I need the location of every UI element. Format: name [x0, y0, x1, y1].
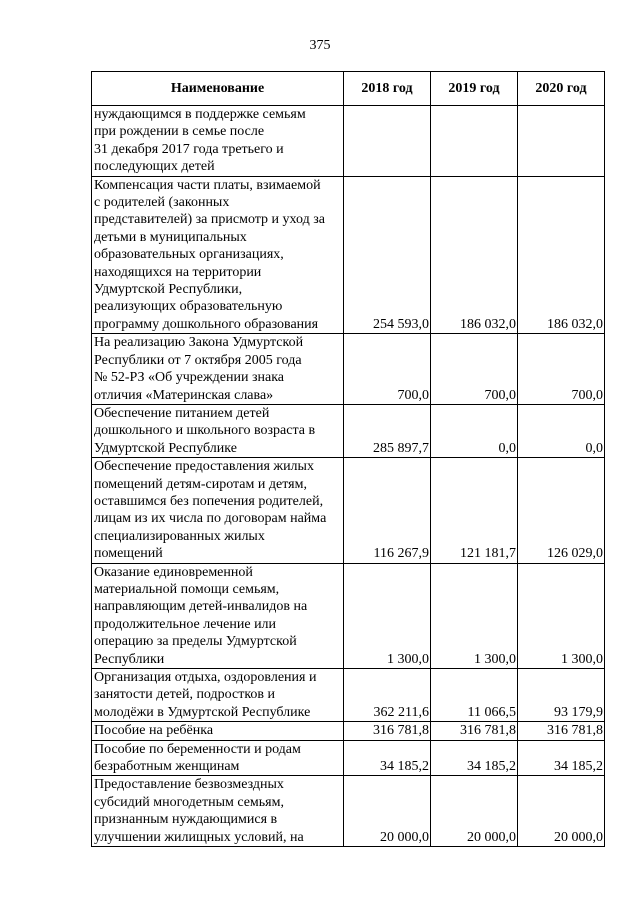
- table-row: [92, 740, 605, 776]
- row-name: Компенсация части платы, взимаемой с родителей (законных представителей) за присмотр и уход за детьми в муниципальных образовательных организациях, находящихся на территории Удмуртской Республики, реализующих образовательную программу дошкольного образования: [92, 176, 344, 334]
- row-value-2020: 186 032,0: [518, 176, 605, 334]
- header-2018: 2018 год: [344, 72, 431, 106]
- table-row: [92, 176, 605, 334]
- row-value-2018: 20 000,0: [344, 776, 431, 847]
- row-name: Пособие по беременности и родам безработным женщинам: [92, 740, 344, 776]
- row-value-2020: 0,0: [518, 404, 605, 457]
- row-value-2018: 700,0: [344, 334, 431, 405]
- header-name: Наименование: [92, 72, 344, 106]
- table-row: [92, 106, 605, 177]
- row-value-2019: 11 066,5: [431, 669, 518, 722]
- row-value-2019: 186 032,0: [431, 176, 518, 334]
- page-number: 375: [309, 38, 331, 53]
- row-value-2019: 20 000,0: [431, 776, 518, 847]
- row-value-2020: 93 179,9: [518, 669, 605, 722]
- row-value-2020: 20 000,0: [518, 776, 605, 847]
- row-value-2019: 0,0: [431, 404, 518, 457]
- row-name: Организация отдыха, оздоровления и занятости детей, подростков и молодёжи в Удмуртской Республике: [92, 669, 344, 722]
- row-value-2020: 34 185,2: [518, 740, 605, 776]
- row-value-2019: 34 185,2: [431, 740, 518, 776]
- row-value-2018: 362 211,6: [344, 669, 431, 722]
- row-value-2019: 700,0: [431, 334, 518, 405]
- row-value-2018: [344, 106, 431, 177]
- row-value-2019: [431, 106, 518, 177]
- budget-table: [91, 71, 605, 847]
- table-row: [92, 776, 605, 847]
- row-name: нуждающимся в поддержке семьям при рождении в семье после 31 декабря 2017 года третьего и последующих детей: [92, 106, 344, 177]
- row-name: Пособие на ребёнка: [92, 722, 344, 740]
- table-row: [92, 334, 605, 405]
- row-value-2018: 1 300,0: [344, 563, 431, 668]
- row-value-2018: 285 897,7: [344, 404, 431, 457]
- row-name: Обеспечение предоставления жилых помещений детям-сиротам и детям, оставшимся без попечения родителей, лицам из их числа по договорам найма специализированных жилых помещений: [92, 458, 344, 563]
- row-value-2018: 316 781,8: [344, 722, 431, 740]
- row-name: Предоставление безвозмездных субсидий многодетным семьям, признанным нуждающимися в улучшении жилищных условий, на: [92, 776, 344, 847]
- row-name: На реализацию Закона Удмуртской Республики от 7 октября 2005 года № 52-РЗ «Об учреждении знака отличия «Материнская слава»: [92, 334, 344, 405]
- table-row: [92, 722, 605, 740]
- table-header-row: [92, 72, 605, 106]
- row-value-2020: 1 300,0: [518, 563, 605, 668]
- row-value-2019: 121 181,7: [431, 458, 518, 563]
- header-2020: 2020 год: [518, 72, 605, 106]
- row-name: Оказание единовременной материальной помощи семьям, направляющим детей-инвалидов на продолжительное лечение или операцию за пределы Удмуртской Республики: [92, 563, 344, 668]
- row-value-2020: 316 781,8: [518, 722, 605, 740]
- table-row: [92, 669, 605, 722]
- row-value-2018: 254 593,0: [344, 176, 431, 334]
- row-value-2019: 316 781,8: [431, 722, 518, 740]
- row-name: Обеспечение питанием детей дошкольного и школьного возраста в Удмуртской Республике: [92, 404, 344, 457]
- row-value-2020: 126 029,0: [518, 458, 605, 563]
- row-value-2020: [518, 106, 605, 177]
- row-value-2019: 1 300,0: [431, 563, 518, 668]
- table-row: [92, 458, 605, 563]
- table-row: [92, 563, 605, 668]
- row-value-2018: 34 185,2: [344, 740, 431, 776]
- row-value-2018: 116 267,9: [344, 458, 431, 563]
- table-row: [92, 404, 605, 457]
- row-value-2020: 700,0: [518, 334, 605, 405]
- header-2019: 2019 год: [431, 72, 518, 106]
